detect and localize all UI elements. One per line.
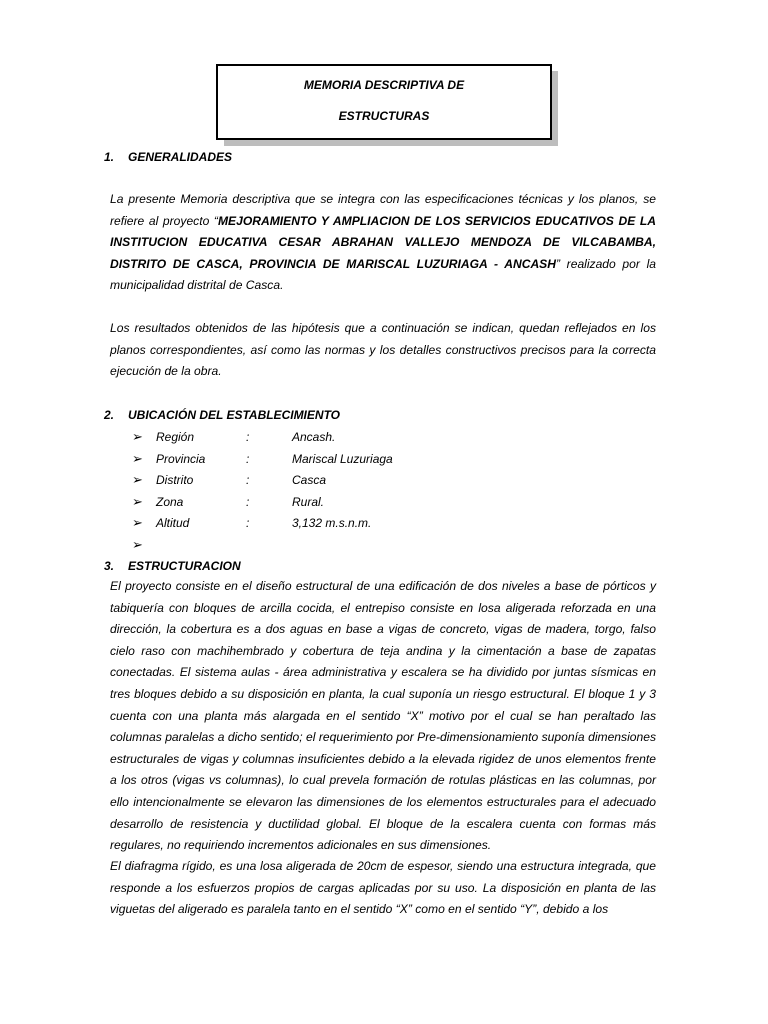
section-number: 2.	[104, 408, 115, 422]
paragraph-estructuracion-2: El diafragma rígido, es una losa aligerada de 20cm de espesor, siendo una estructura integrada, que responde a los esfuerzos propios de cargas aplicadas por su uso. La disposición en planta de las viguetas del aligerado es paralela tanto en el sentido “X” como en el sentido “Y”, debido a los	[110, 859, 656, 917]
location-separator: :	[246, 452, 250, 466]
location-separator: :	[246, 430, 250, 444]
project-name: MEJORAMIENTO Y AMPLIACION DE LOS SERVICIOS EDUCATIVOS DE LA INSTITUCION EDUCATIVA CESAR ABRAHAN VALLEJO MENDOZA DE VILCABAMBA, DISTRITO DE CASCA, PROVINCIA DE MARISCAL LUZURIAGA - ANCASH	[110, 213, 656, 271]
section-heading-generalidades	[104, 150, 232, 164]
location-label: Distrito	[156, 473, 194, 487]
arrow-bullet-icon: ➢	[132, 451, 143, 466]
location-label: Zona	[156, 495, 184, 509]
arrow-bullet-icon: ➢	[132, 472, 143, 487]
paragraph-text: La presente Memoria descriptiva que se integra con las especificaciones técnicas y los planos, se refiere al proyecto “	[110, 192, 656, 228]
arrow-bullet-icon: ➢	[132, 515, 143, 530]
location-value: Ancash.	[292, 430, 336, 444]
location-label: Provincia	[156, 452, 206, 466]
arrow-bullet-icon: ➢	[132, 429, 143, 444]
section-number: 3.	[104, 559, 115, 573]
section-title: UBICACIÓN DEL ESTABLECIMIENTO	[128, 408, 341, 422]
paragraph-estructuracion-1: El proyecto consiste en el diseño estructural de una edificación de dos niveles a base de pórticos y tabiquería con bloques de arcilla cocida, el entrepiso consiste en losa aligerada reforzada en una dirección, la cobertura es a dos aguas en base a vigas de concreto, vigas de madera, torgo, falso cielo raso con machihembrado y cobertura de teja andina y la cimentación a base de zapatas conectadas. El sistema aulas - área administrativa y escalera se ha dividido por juntas sísmicas en tres bloques debido a su disposición en planta, la cual suponía un riesgo estructural. El bloque 1 y 3 cuenta con una planta más alargada en el sentido “X” motivo por el cual se han peraltado las columnas paralelas a dicho sentido; el requerimiento por Pre-dimensionamiento suponía dimensiones estructurales de vigas y columnas insuficientes debido a la elevada rigidez de unos elementos frente a los otros (vigas vs columnas), lo cual prevela formación de rotulas plásticas en las columnas, por ello intencionalmente se elevaron las dimensiones de los elementos estructurales para el adecuado desarrollo de resistencia y ductilidad global. El bloque de la escalera cuenta con formas más regulares, no requiriendo incrementos adicionales en sus dimensiones.	[110, 579, 656, 853]
section-number: 1.	[104, 150, 115, 164]
location-value: 3,132 m.s.n.m.	[292, 516, 372, 530]
title-box	[216, 64, 552, 140]
location-value: Mariscal Luzuriaga	[292, 452, 393, 466]
document-title-line-1: MEMORIA DESCRIPTIVA DE	[303, 78, 465, 92]
location-label: Región	[156, 430, 195, 444]
paragraph-text: ” realizado por la municipalidad distrital de Casca.	[110, 256, 656, 293]
location-value: Rural.	[292, 495, 325, 509]
section-heading-estructuracion	[104, 559, 241, 573]
location-separator: :	[246, 473, 250, 487]
location-separator: :	[246, 495, 250, 509]
paragraph-generalidades-1	[110, 189, 656, 297]
section-heading-ubicacion	[104, 408, 340, 422]
section-title: GENERALIDADES	[128, 150, 233, 164]
arrow-bullet-icon: ➢	[132, 537, 143, 552]
location-label: Altitud	[156, 516, 190, 530]
paragraph-generalidades-2: Los resultados obtenidos de las hipótesis que a continuación se indican, quedan reflejados en los planos correspondientes, así como las normas y los detalles constructivos precisos para la correcta ejecución de la obra.	[110, 321, 656, 379]
location-value: Casca	[292, 473, 327, 487]
section-title: ESTRUCTURACION	[128, 559, 241, 573]
location-separator: :	[246, 516, 250, 530]
document-title-line-2: ESTRUCTURAS	[338, 109, 430, 123]
arrow-bullet-icon: ➢	[132, 494, 143, 509]
